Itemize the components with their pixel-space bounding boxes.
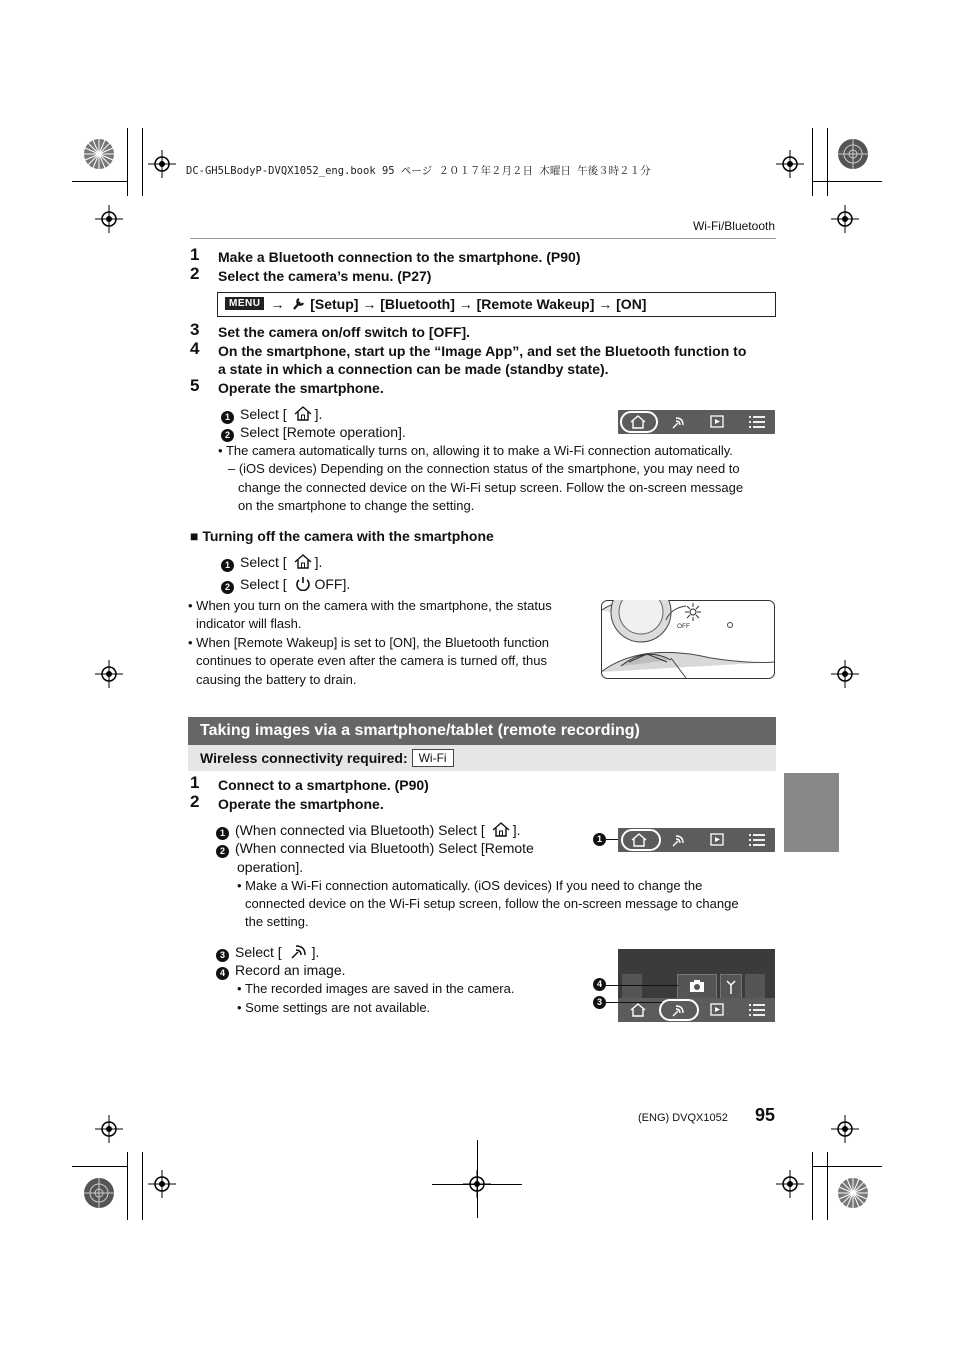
- list-item: 2 Select [ OFF].: [221, 575, 350, 594]
- list-item-cont: operation].: [237, 859, 304, 875]
- sub-note: – (iOS devices) Depending on the connection status of the smartphone, you may need to: [228, 461, 740, 476]
- step-number: 1: [190, 245, 200, 264]
- menu-tag: MENU: [225, 297, 264, 310]
- home-icon: [492, 822, 510, 837]
- list-item: 1 (When connected via Bluetooth) Select [ ].: [216, 821, 520, 840]
- list-item: [221, 405, 322, 424]
- step-number: 2: [190, 792, 200, 811]
- list-item: 1 Select [ ].: [221, 553, 322, 572]
- step-text: Connect to a smartphone. (P90): [218, 777, 429, 793]
- bullet-note-cont: causing the battery to drain.: [196, 672, 357, 687]
- home-icon: [294, 406, 312, 421]
- step-text: Make a Bluetooth connection to the smartphone. (P90): [218, 249, 581, 265]
- step-text: On the smartphone, start up the “Image App”, and set the Bluetooth function to: [218, 343, 747, 359]
- crop-target-icon: [82, 1176, 116, 1210]
- off-label: OFF: [677, 623, 690, 630]
- list-item: 4 Record an image.: [216, 961, 346, 980]
- item-marker: 2: [221, 581, 234, 594]
- item-marker: 4: [216, 967, 229, 980]
- header-rule: [190, 238, 776, 239]
- bullet-note: • Some settings are not available.: [237, 1000, 431, 1015]
- remote-operation-icon[interactable]: [663, 413, 693, 431]
- subheading: ■ Turning off the camera with the smartphone: [190, 528, 494, 544]
- list-item: [221, 423, 406, 442]
- home-icon: [294, 554, 312, 569]
- crop-target-icon: [836, 1176, 870, 1210]
- bullet-note-cont: continues to operate even after the camera is turned off, thus: [196, 653, 547, 668]
- step-number: 2: [190, 264, 200, 283]
- callout-marker: 3: [593, 996, 606, 1009]
- item-marker: 2: [216, 845, 229, 858]
- item-text: ].: [314, 406, 323, 422]
- home-icon[interactable]: [623, 413, 653, 431]
- home-icon[interactable]: [624, 831, 654, 849]
- running-head: Wi-Fi/Bluetooth: [692, 219, 775, 233]
- sub-note: change the connected device on the Wi-Fi setup screen. Follow the on-screen message: [238, 480, 744, 495]
- item-text: Select [: [240, 406, 287, 422]
- menu-list-icon[interactable]: [742, 831, 772, 849]
- callout-marker: 4: [593, 978, 606, 991]
- menu-list-icon[interactable]: [742, 413, 772, 431]
- bullet-note: • Make a Wi-Fi connection automatically. (iOS devices) If you need to change the: [237, 878, 703, 893]
- crosshair-icon: [148, 1170, 176, 1198]
- print-header: DC-GH5LBodyP-DVQX1052_eng.book 95 ページ ２０１７年２月２日 木曜日 午後３時２１分: [186, 165, 651, 177]
- step-number: 4: [190, 339, 200, 358]
- remote-operation-icon[interactable]: [663, 831, 693, 849]
- crosshair-icon: [776, 1170, 804, 1198]
- item-marker: 3: [216, 949, 229, 962]
- list-item: 3 Select [ ].: [216, 943, 319, 962]
- item-marker: 1: [221, 559, 234, 572]
- bullet-note: • When you turn on the camera with the smartphone, the status: [188, 598, 552, 613]
- playback-icon[interactable]: [702, 413, 732, 431]
- item-text: Select [Remote operation].: [240, 424, 406, 440]
- step-text: Set the camera on/off switch to [OFF].: [218, 324, 471, 340]
- app-toolbar: [618, 828, 775, 852]
- crosshair-icon: [95, 660, 123, 688]
- tele-icon: [721, 975, 741, 999]
- crosshair-icon: [831, 205, 859, 233]
- wifi-tag: Wi-Fi: [412, 749, 454, 767]
- shutter-button[interactable]: [677, 974, 717, 1000]
- item-marker: 1: [216, 827, 229, 840]
- callout-marker: 1: [593, 833, 606, 846]
- step-text: Operate the smartphone.: [218, 380, 384, 396]
- chapter-tab: [784, 773, 839, 852]
- crop-target-icon: [82, 137, 116, 171]
- crosshair-icon: [831, 660, 859, 688]
- item-marker: 1: [221, 411, 234, 424]
- crosshair-icon: [776, 150, 804, 178]
- camera-status-indicator-illustration: [601, 600, 775, 679]
- footer-code: (ENG) DVQX1052: [638, 1112, 728, 1124]
- crosshair-icon: [831, 1115, 859, 1143]
- bullet-note: • The recorded images are saved in the camera.: [237, 981, 515, 996]
- crosshair-icon: [95, 205, 123, 233]
- crop-line: [477, 1140, 478, 1218]
- bullet-note-cont: connected device on the Wi-Fi setup screen, follow the on-screen message to change: [245, 896, 739, 911]
- step-text: Operate the smartphone.: [218, 796, 384, 812]
- page-number: 95: [755, 1105, 776, 1125]
- bullet-note: • The camera automatically turns on, allowing it to make a Wi-Fi connection automatically.: [218, 443, 733, 458]
- camera-icon: [678, 975, 716, 999]
- crop-target-icon: [836, 137, 870, 171]
- menu-list-icon[interactable]: [742, 1001, 772, 1019]
- menu-arrow: →: [270, 296, 285, 312]
- bullet-note: • When [Remote Wakeup] is set to [ON], the Bluetooth function: [188, 635, 550, 650]
- crosshair-icon: [148, 150, 176, 178]
- app-toolbar: [618, 410, 775, 434]
- playback-icon[interactable]: [702, 1001, 732, 1019]
- list-item: 2 (When connected via Bluetooth) Select [Remote: [216, 839, 534, 858]
- remote-operation-icon[interactable]: [663, 1001, 693, 1019]
- remote-operation-icon: [289, 943, 309, 959]
- step-text: Select the camera’s menu. (P27): [218, 268, 432, 284]
- playback-icon[interactable]: [702, 831, 732, 849]
- zoom-button[interactable]: [720, 974, 742, 1000]
- bullet-note-cont: the setting.: [245, 914, 309, 929]
- power-icon: [295, 576, 311, 591]
- step-text: a state in which a connection can be made (standby state).: [218, 361, 609, 377]
- menu-path: [217, 292, 776, 317]
- bullet-note-cont: indicator will flash.: [196, 616, 302, 631]
- crosshair-icon: [95, 1115, 123, 1143]
- step-number: 5: [190, 376, 200, 395]
- wrench-icon: [292, 297, 304, 310]
- home-icon[interactable]: [623, 1001, 653, 1019]
- step-number: 1: [190, 773, 200, 792]
- sub-note: on the smartphone to change the setting.: [238, 498, 475, 513]
- section-heading: Taking images via a smartphone/tablet (remote recording): [188, 717, 776, 745]
- item-marker: 2: [221, 429, 234, 442]
- step-number: 3: [190, 320, 200, 339]
- connectivity-requirement: Wireless connectivity required: Wi-Fi: [188, 745, 776, 771]
- menu-path-text: [Setup] → [Bluetooth] → [Remote Wakeup] → [ON]: [310, 296, 647, 312]
